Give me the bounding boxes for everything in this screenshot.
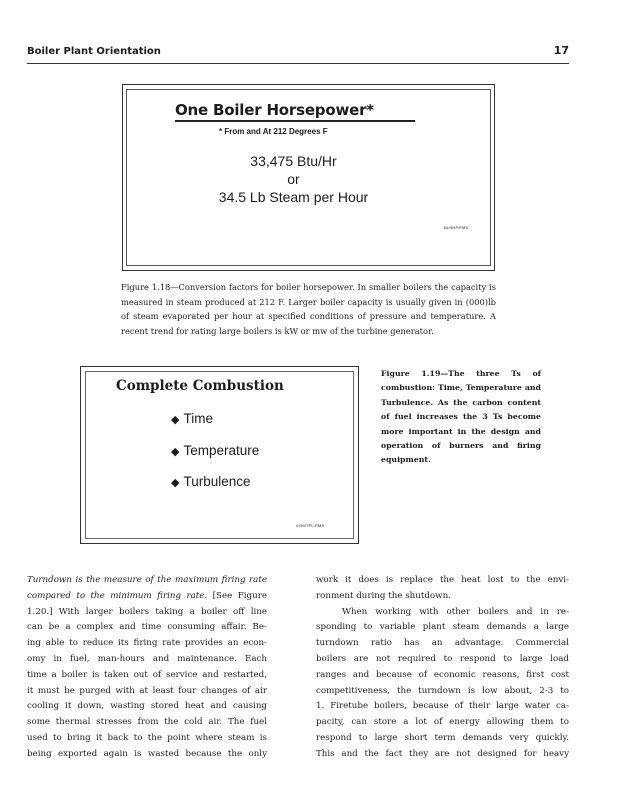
body-line: cooling it down, wasting stored heat and causing bbox=[27, 701, 267, 712]
body-line: 1.20.] With larger boilers taking a boiler off line bbox=[27, 606, 267, 617]
figure-1-19-slide bbox=[80, 366, 359, 544]
body-line: used to bring it back to the point where steam is bbox=[27, 732, 267, 743]
body-line: ranges and because of economic reasons, first cost bbox=[316, 669, 569, 680]
list-item-time bbox=[171, 411, 213, 426]
italic-run: compared to the minimum firing rate. bbox=[27, 590, 208, 601]
body-line: sponding to variable plant steam demands a large bbox=[316, 622, 569, 633]
body-line: ing able to reduce its firing rate provides an econ- bbox=[27, 638, 267, 649]
header-title: Boiler Plant Orientation bbox=[27, 46, 161, 57]
body-line: omy in fuel, man-hours and maintenance. Each bbox=[27, 653, 267, 664]
slide-file-code: BLRHP.PM5 bbox=[444, 225, 468, 230]
list-item-temperature bbox=[171, 443, 259, 458]
body-line: pacity, can store a lot of energy allowing them to bbox=[316, 717, 569, 728]
body-line: can be a complex and time consuming affair. Be- bbox=[27, 622, 267, 633]
body-line: time a boiler is taken out of service and restarted, bbox=[27, 669, 267, 680]
item-label: Turbulence bbox=[183, 474, 251, 489]
body-line: work it does is replace the heat lost to the envi- bbox=[316, 575, 569, 585]
running-header bbox=[27, 44, 569, 60]
body-line: This and the fact they are not designed for heavy bbox=[316, 748, 569, 759]
body-line: competitiveness, the turndown is low about, 2-3 to bbox=[316, 685, 569, 696]
page-number: 17 bbox=[553, 44, 569, 57]
body-line: ronment during the shutdown. bbox=[316, 590, 451, 601]
body-line: 1. Firetube boilers, because of their large water ca- bbox=[316, 701, 569, 712]
body-line: turndown ratio has an advantage. Commercial bbox=[316, 638, 569, 649]
body-line: boilers are not required to respond to large load bbox=[316, 653, 569, 664]
slide-title: One Boiler Horsepower* bbox=[175, 101, 374, 119]
figure-1-18-slide bbox=[122, 84, 495, 271]
body-line: Turndown is the measure of the maximum firing rate bbox=[27, 575, 267, 585]
item-label: Temperature bbox=[183, 443, 260, 458]
list-item-turbulence bbox=[171, 474, 251, 489]
diamond-bullet-icon: ◆ bbox=[171, 477, 180, 489]
slide-footnote: * From and At 212 Degrees F bbox=[219, 127, 328, 136]
or-text: or bbox=[287, 171, 300, 187]
body-line: respond to large short term demands very quickly. bbox=[316, 732, 569, 743]
diamond-bullet-icon: ◆ bbox=[171, 414, 180, 426]
body-column-left bbox=[27, 573, 267, 763]
slide-file-code: COMTPL.PM5 bbox=[295, 523, 324, 528]
title-underline bbox=[175, 120, 415, 122]
body-line: it must be purged with at least four changes of air bbox=[27, 685, 267, 696]
body-column-right bbox=[316, 573, 569, 763]
body-line: compared to the minimum firing rate. [See Figure bbox=[27, 590, 268, 601]
figure-1-18-caption: Figure 1.18—Conversion factors for boiler horsepower. In smaller boilers the capacity is measured in steam produced at 212 F. Larger boiler capacity is usually given in (000)lb of steam evaporated per hour at specified conditions of pressure and temperature. A recent trend for rating large boilers is kW or mw of the turbine generator. bbox=[121, 282, 496, 337]
body-line: some thermal stresses from the cold air. The fuel bbox=[27, 717, 267, 728]
item-label: Time bbox=[183, 411, 213, 426]
slide-title: Complete Combustion bbox=[116, 378, 284, 394]
body-line: being exported again is wasted because the only bbox=[27, 748, 267, 759]
figure-1-19-caption: Figure 1.19—The three Ts of combustion: Time, Temperature and Turbulence. As the carbon content of fuel increases the 3 Ts become more important in the design and operation of burners and firing equipment. bbox=[381, 369, 541, 465]
btu-value: 33,475 Btu/Hr bbox=[250, 153, 337, 169]
steam-value: 34.5 Lb Steam per Hour bbox=[218, 189, 369, 205]
body-line: When working with other boilers and in re- bbox=[342, 606, 569, 617]
header-rule bbox=[27, 63, 569, 64]
diamond-bullet-icon: ◆ bbox=[171, 446, 180, 458]
